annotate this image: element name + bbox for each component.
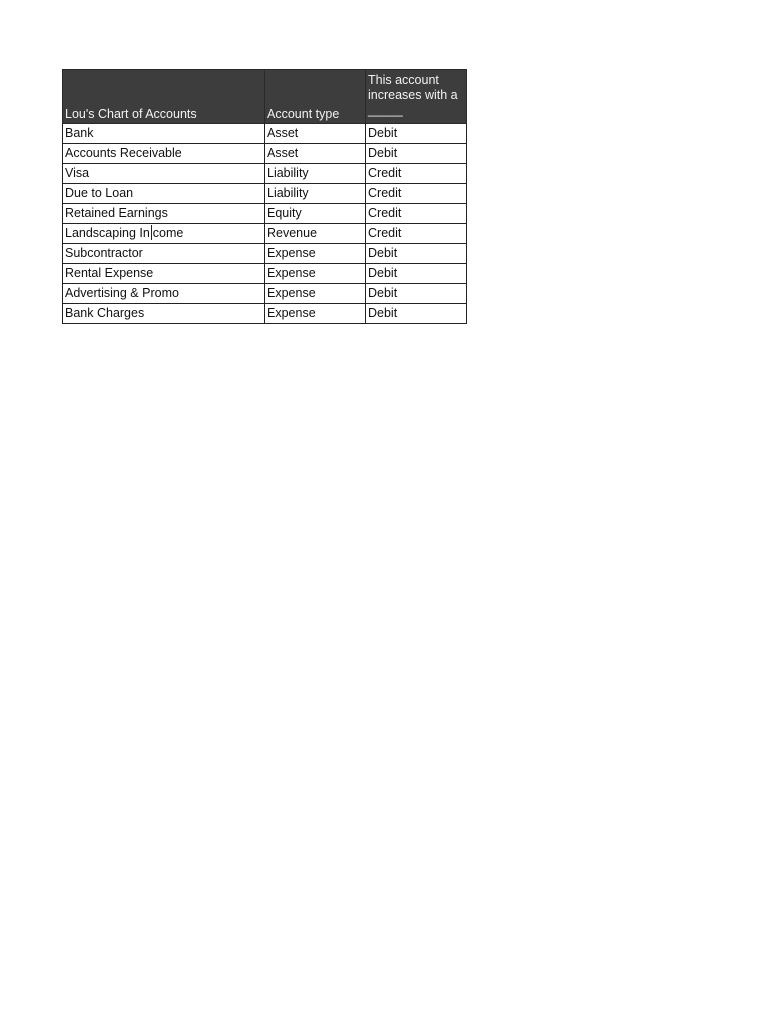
cell-account-name[interactable]: Subcontractor xyxy=(63,244,265,264)
cell-account-type[interactable]: Expense xyxy=(265,304,366,324)
cell-increases-with[interactable]: Debit xyxy=(366,284,467,304)
cell-account-type[interactable]: Expense xyxy=(265,244,366,264)
table-row xyxy=(63,264,467,284)
cell-account-name[interactable]: Rental Expense xyxy=(63,264,265,284)
cell-account-type[interactable]: Liability xyxy=(265,184,366,204)
table-row xyxy=(63,184,467,204)
header-increases-with: This account increases with a _____ xyxy=(366,70,467,124)
cell-increases-with[interactable]: Credit xyxy=(366,164,467,184)
table-row xyxy=(63,204,467,224)
table-row xyxy=(63,164,467,184)
cell-account-type[interactable]: Asset xyxy=(265,124,366,144)
cell-account-name[interactable]: Retained Earnings xyxy=(63,204,265,224)
cell-account-name[interactable]: Bank xyxy=(63,124,265,144)
table-row xyxy=(63,244,467,264)
cell-account-type[interactable]: Asset xyxy=(265,144,366,164)
cell-text-after-caret: come xyxy=(152,226,184,240)
table-row xyxy=(63,124,467,144)
chart-of-accounts-table xyxy=(62,69,467,324)
cell-account-name[interactable]: Accounts Receivable xyxy=(63,144,265,164)
cell-text-before-caret: Landscaping In xyxy=(65,226,150,240)
cell-account-name[interactable]: Bank Charges xyxy=(63,304,265,324)
cell-increases-with[interactable]: Credit xyxy=(366,184,467,204)
cell-account-name[interactable]: Visa xyxy=(63,164,265,184)
cell-increases-with[interactable]: Debit xyxy=(366,144,467,164)
cell-account-type[interactable]: Liability xyxy=(265,164,366,184)
header-row xyxy=(63,70,467,124)
cell-account-name-editing[interactable] xyxy=(63,224,265,244)
table-row xyxy=(63,224,467,244)
cell-increases-with[interactable]: Debit xyxy=(366,244,467,264)
cell-account-type[interactable]: Equity xyxy=(265,204,366,224)
cell-account-name[interactable]: Advertising & Promo xyxy=(63,284,265,304)
cell-increases-with[interactable]: Credit xyxy=(366,204,467,224)
text-cursor xyxy=(151,225,152,240)
cell-account-type[interactable]: Expense xyxy=(265,284,366,304)
cell-account-name[interactable]: Due to Loan xyxy=(63,184,265,204)
header-account-name: Lou's Chart of Accounts xyxy=(63,70,265,124)
cell-increases-with[interactable]: Credit xyxy=(366,224,467,244)
cell-increases-with[interactable]: Debit xyxy=(366,124,467,144)
header-account-type: Account type xyxy=(265,70,366,124)
table-row xyxy=(63,304,467,324)
table-row xyxy=(63,284,467,304)
cell-increases-with[interactable]: Debit xyxy=(366,264,467,284)
table-row xyxy=(63,144,467,164)
cell-account-type[interactable]: Revenue xyxy=(265,224,366,244)
cell-increases-with[interactable]: Debit xyxy=(366,304,467,324)
cell-account-type[interactable]: Expense xyxy=(265,264,366,284)
